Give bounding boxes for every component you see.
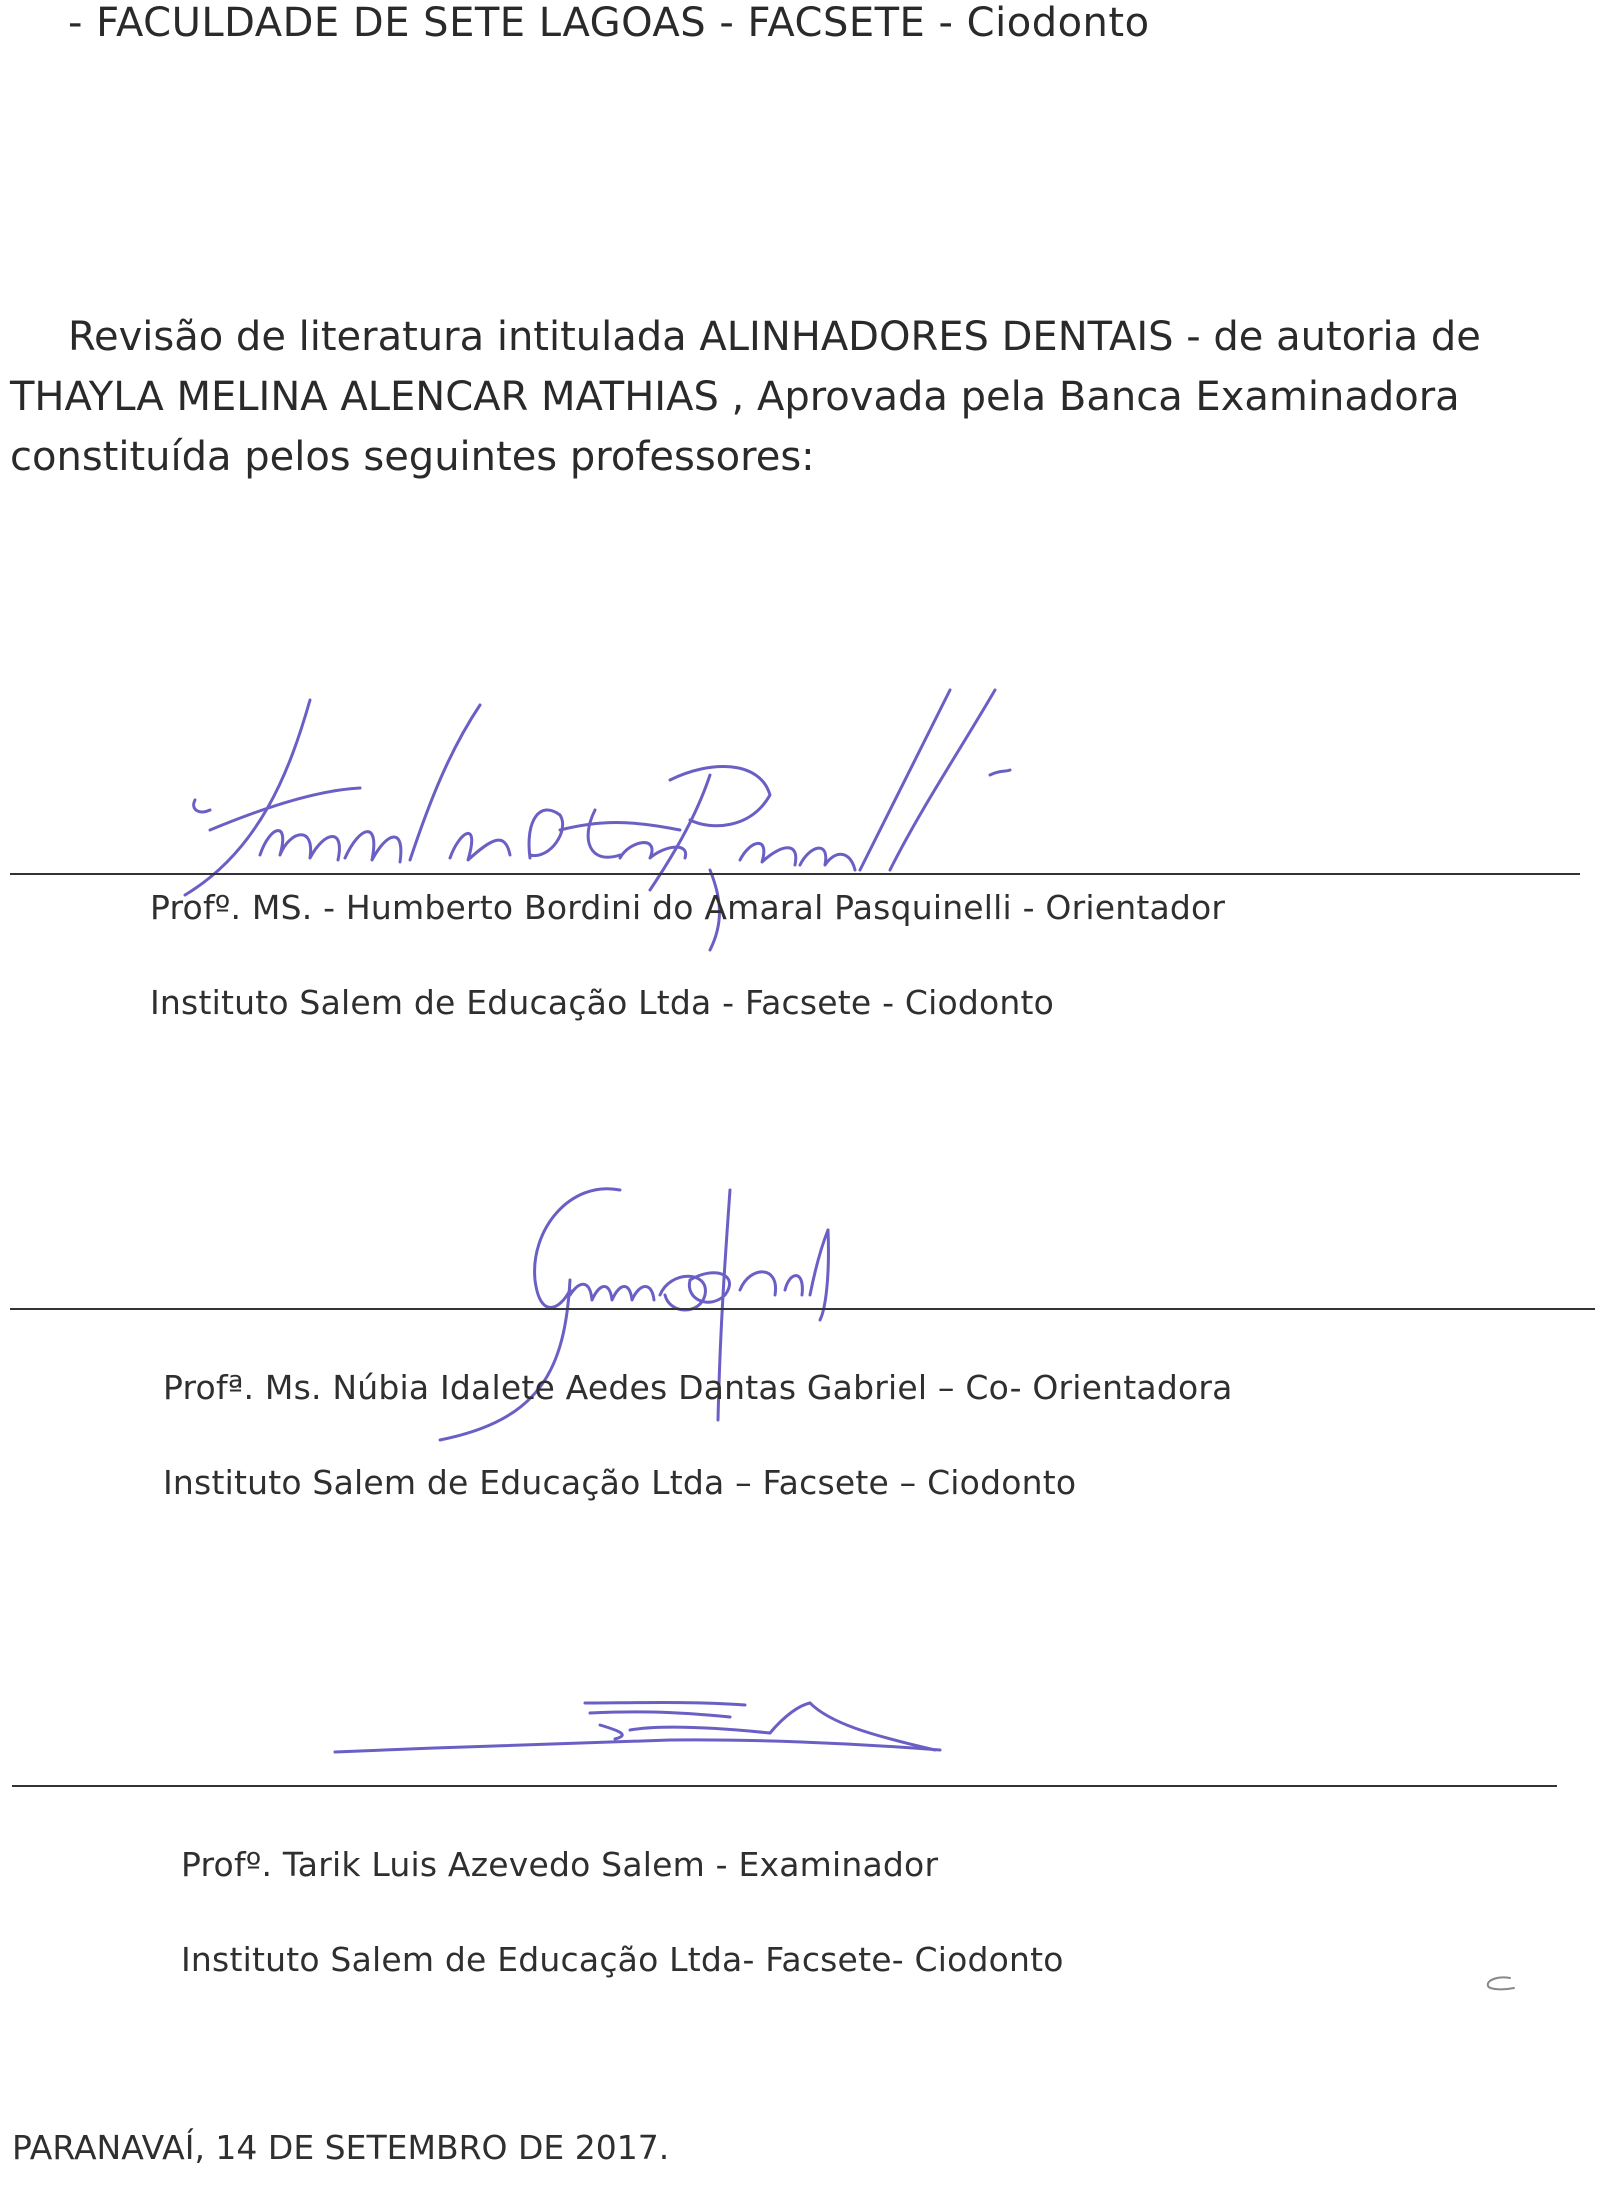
signature-line-3 [12, 1785, 1557, 1787]
signature-line-2 [10, 1308, 1595, 1310]
place-and-date: PARANAVAÍ, 14 DE SETEMBRO DE 2017. [12, 2128, 670, 2167]
signature-line-1 [10, 873, 1580, 875]
signature-nubia [420, 1170, 940, 1450]
examiner-2-institution: Instituto Salem de Educação Ltda – Facsete – Ciodonto [163, 1463, 1077, 1502]
approval-statement-line-1: Revisão de literatura intitulada ALINHADORES DENTAIS - de autoria de [68, 314, 1481, 360]
examiner-3-title: Profº. Tarik Luis Azevedo Salem - Examinador [181, 1845, 939, 1884]
approval-statement-line-2: THAYLA MELINA ALENCAR MATHIAS , Aprovada pela Banca Examinadora [10, 374, 1460, 420]
approval-statement-line-3: constituída pelos seguintes professores: [10, 434, 815, 480]
examiner-3-institution: Instituto Salem de Educação Ltda- Facsete- Ciodonto [181, 1940, 1064, 1979]
examiner-2-title: Profª. Ms. Núbia Idalete Aedes Dantas Gabriel – Co- Orientadora [163, 1368, 1233, 1407]
examiner-1-institution: Instituto Salem de Educação Ltda - Facsete - Ciodonto [150, 983, 1055, 1022]
institution-header: - FACULDADE DE SETE LAGOAS - FACSETE - Ciodonto [68, 0, 1150, 46]
signature-tarik [330, 1695, 950, 1775]
examiner-1-title: Profº. MS. - Humberto Bordini do Amaral Pasquinelli - Orientador [150, 888, 1226, 927]
approval-statement [10, 307, 1590, 487]
scan-mark [1480, 1972, 1520, 1996]
